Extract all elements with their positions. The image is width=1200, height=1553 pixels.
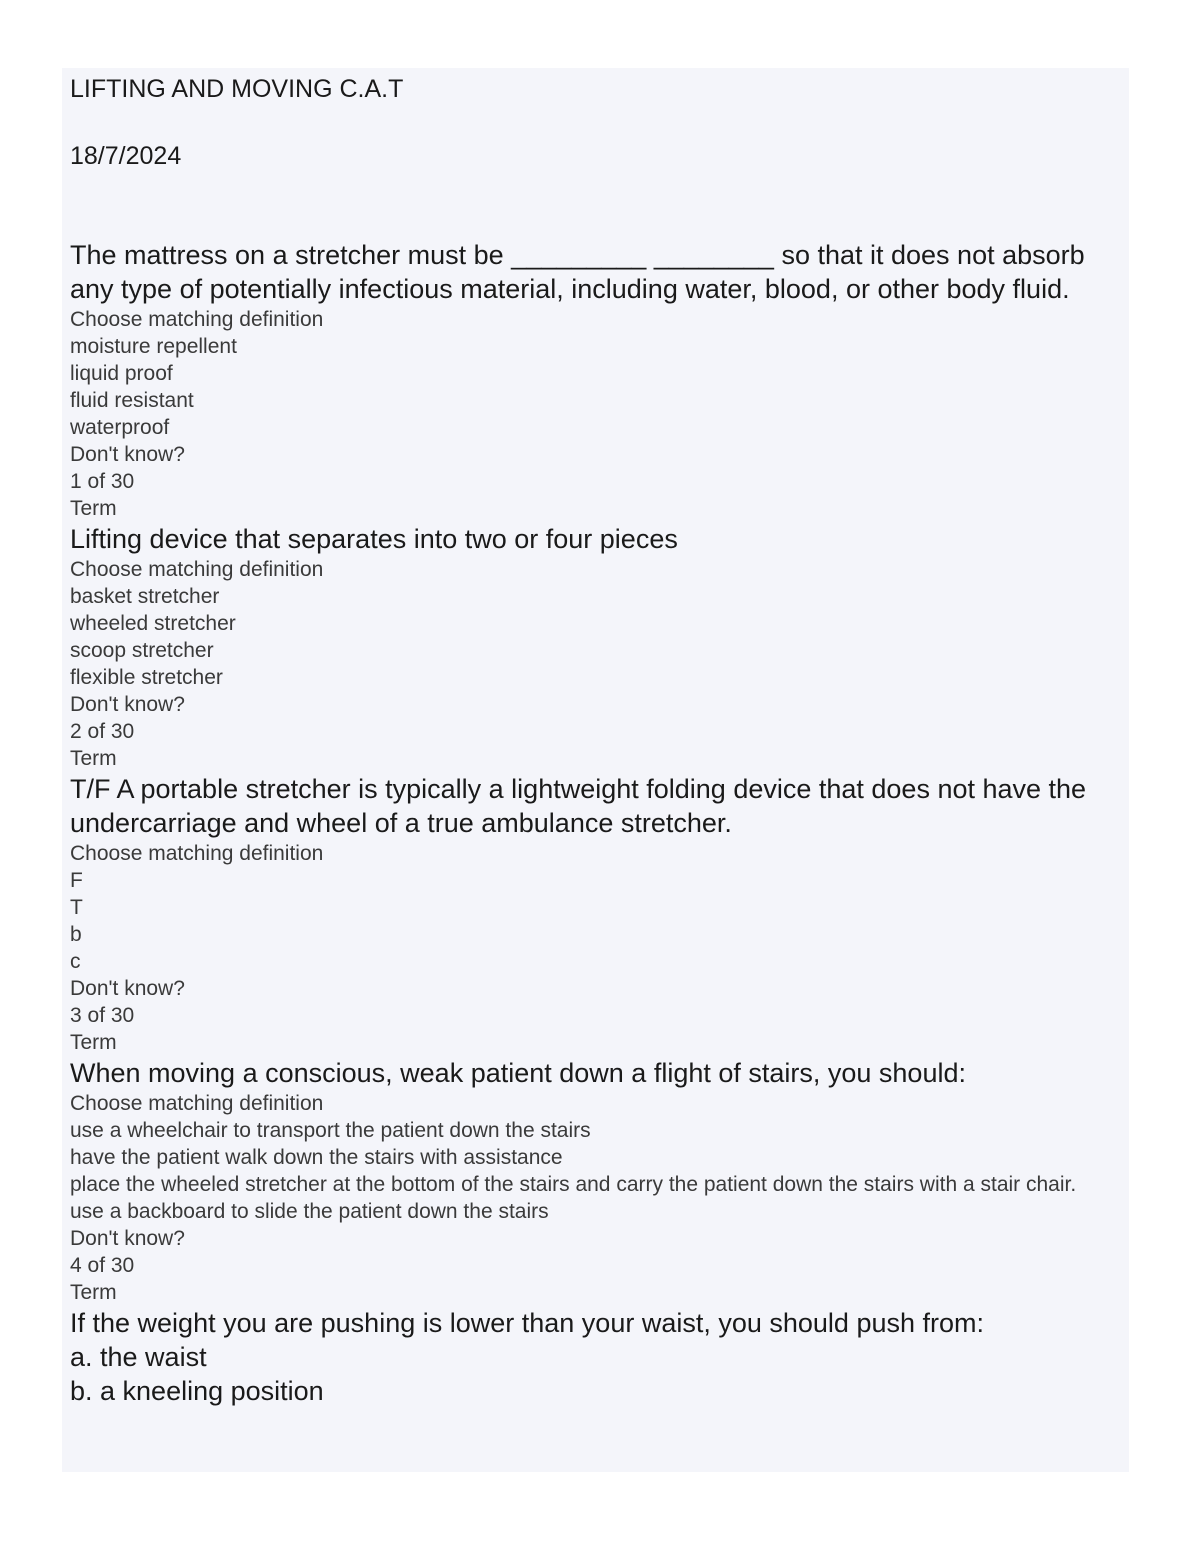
answer-line: a. the waist [70, 1342, 207, 1372]
question-text: If the weight you are pushing is lower than your waist, you should push from: [70, 1308, 984, 1338]
answer-option[interactable]: fluid resistant [70, 389, 194, 412]
document-page [62, 68, 1129, 1472]
answer-option[interactable]: scoop stretcher [70, 639, 214, 662]
dont-know-link[interactable]: Don't know? [70, 443, 185, 466]
answer-option[interactable]: waterproof [70, 416, 170, 439]
dont-know-link[interactable]: Don't know? [70, 693, 185, 716]
question-card [70, 238, 1121, 522]
answer-option[interactable]: use a wheelchair to transport the patient down the stairs [70, 1119, 591, 1142]
document-title: LIFTING AND MOVING C.A.T [70, 75, 404, 103]
question-list [70, 238, 1121, 1408]
answer-line: b. a kneeling position [70, 1376, 324, 1406]
answer-option[interactable]: moisture repellent [70, 335, 237, 358]
answer-option[interactable]: basket stretcher [70, 585, 220, 608]
answer-option[interactable]: wheeled stretcher [70, 612, 236, 635]
answer-option[interactable]: use a backboard to slide the patient down the stairs [70, 1200, 549, 1223]
answer-option[interactable]: T [70, 896, 83, 919]
answer-option[interactable]: c [70, 950, 81, 973]
question-text: Lifting device that separates into two or four pieces [70, 524, 678, 554]
term-label: Term [70, 1281, 117, 1304]
question-text: T/F A portable stretcher is typically a lightweight folding device that does not have the undercarriage and wheel of a true ambulance stretcher. [70, 774, 1087, 838]
document-date: 18/7/2024 [70, 142, 182, 170]
dont-know-link[interactable]: Don't know? [70, 977, 185, 1000]
answer-option[interactable]: have the patient walk down the stairs with assistance [70, 1146, 563, 1169]
question-counter: 1 of 30 [70, 470, 135, 493]
dont-know-link[interactable]: Don't know? [70, 1227, 185, 1250]
question-card [70, 522, 1121, 772]
choose-prompt: Choose matching definition [70, 558, 324, 581]
choose-prompt: Choose matching definition [70, 842, 324, 865]
question-card [70, 772, 1121, 1056]
question-counter: 2 of 30 [70, 720, 135, 743]
answer-option[interactable]: F [70, 869, 83, 892]
choose-prompt: Choose matching definition [70, 1092, 324, 1115]
term-label: Term [70, 747, 117, 770]
answer-option[interactable]: place the wheeled stretcher at the bottom of the stairs and carry the patient down the stairs with a stair chair. [70, 1173, 1077, 1196]
choose-prompt: Choose matching definition [70, 308, 324, 331]
answer-option[interactable]: flexible stretcher [70, 666, 223, 689]
question-card [70, 1306, 1121, 1408]
answer-option[interactable]: liquid proof [70, 362, 173, 385]
question-text: When moving a conscious, weak patient down a flight of stairs, you should: [70, 1058, 966, 1088]
question-text: The mattress on a stretcher must be _________ ________ so that it does not absorb any type of potentially infectious material, including water, blood, or other body fluid. [70, 240, 1085, 304]
question-card [70, 1056, 1121, 1306]
question-counter: 4 of 30 [70, 1254, 135, 1277]
answer-option[interactable]: b [70, 923, 82, 946]
term-label: Term [70, 1031, 117, 1054]
question-counter: 3 of 30 [70, 1004, 135, 1027]
term-label: Term [70, 497, 117, 520]
